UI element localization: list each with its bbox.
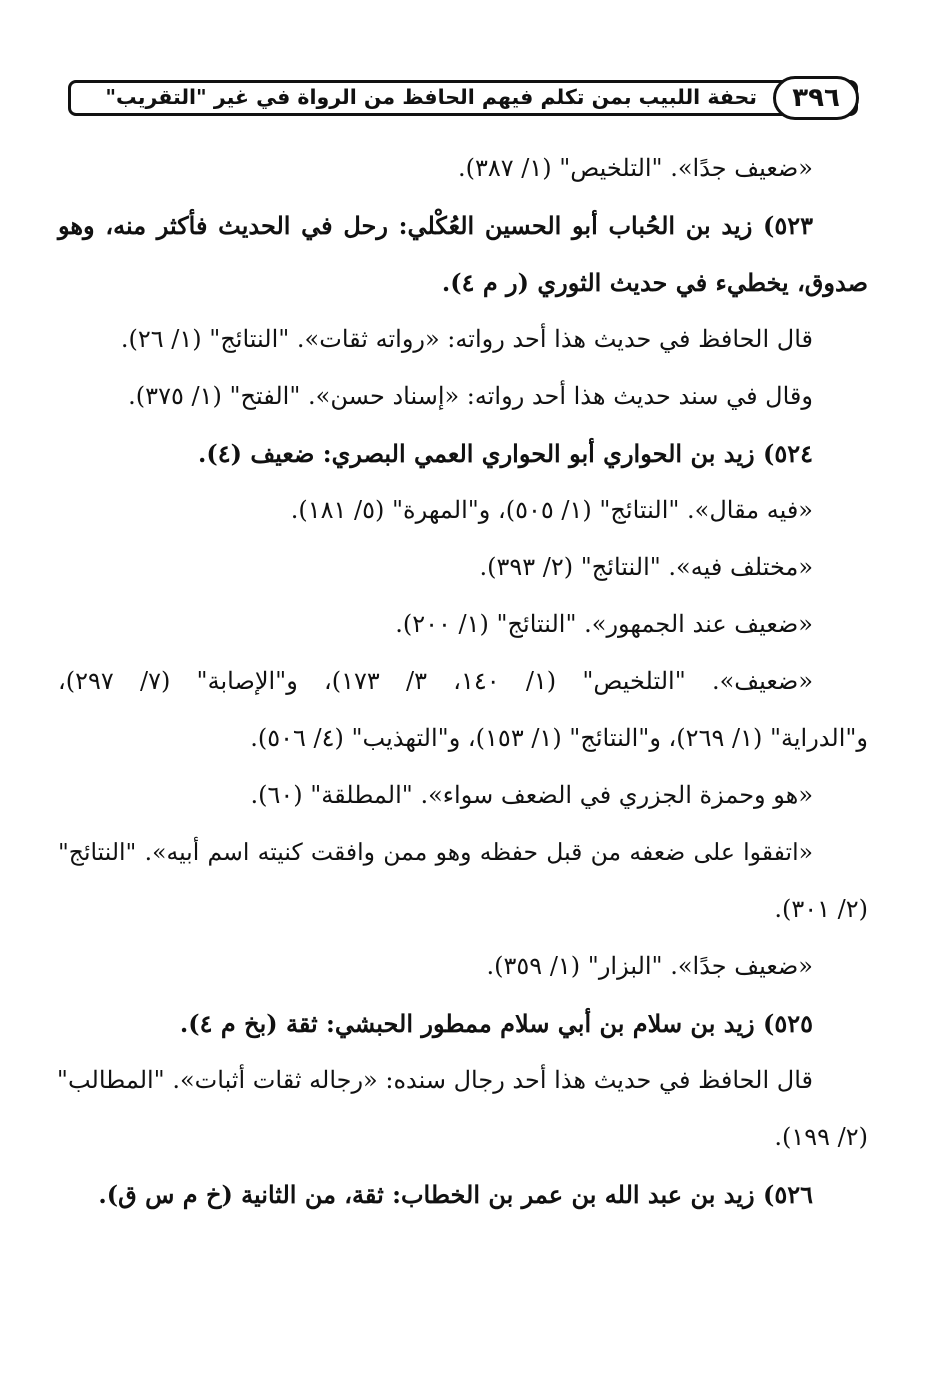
text-line: «هو وحمزة الجزري في الضعف سواء». "المطلقة" (٦٠). [250,781,813,809]
text-line: «ضعيف جدًا». "التلخيص" (١/ ٣٨٧). [457,154,813,182]
page-number: ٣٩٦ [773,76,859,120]
entry-524-line: ٥٢٤) زيد بن الحواري أبو الحواري العمي البصري: ضعيف (٤). [198,439,813,468]
page-body [58,140,868,1223]
running-title: تحفة اللبيب بمن تكلم فيهم الحافظ من الرواة في غير "التقريب" [105,85,757,109]
text-line: «فيه مقال». "النتائج" (١/ ٥٠٥)، و"المهرة" (٥/ ١٨١). [290,496,813,524]
text-line: صدوق، يخطيء في حديث الثوري (ر م ٤). [441,268,868,297]
entry-523-line: ٥٢٣) زيد بن الحُباب أبو الحسين العُكْلي: رحل في الحديث فأكثر منه، وهو [58,211,813,240]
text-line: و"الدراية" (١/ ٢٦٩)، و"النتائج" (١/ ١٥٣)، و"التهذيب" (٤/ ٥٠٦). [250,724,868,752]
entry-526-line: ٥٢٦) زيد بن عبد الله بن عمر بن الخطاب: ثقة، من الثانية (خ م س ق). [98,1180,813,1209]
text-line: «ضعيف عند الجمهور». "النتائج" (١/ ٢٠٠). [395,610,813,638]
page-header [68,80,858,116]
text-line: «ضعيف». "التلخيص" (١/ ١٤٠، ٣/ ١٧٣)، و"الإصابة" (٧/ ٢٩٧)، [58,667,813,695]
text-line: (٢/ ٣٠١). [774,895,868,923]
entry-525-line: ٥٢٥) زيد بن سلام بن أبي سلام ممطور الحبشي: ثقة (بخ م ٤). [179,1009,813,1038]
text-line: (٢/ ١٩٩). [774,1123,868,1151]
text-line: «مختلف فيه». "النتائج" (٢/ ٣٩٣). [479,553,813,581]
text-line: وقال في سند حديث هذا أحد رواته: «إسناد حسن». "الفتح" (١/ ٣٧٥). [128,382,813,410]
text-line: قال الحافظ في حديث هذا أحد رواته: «رواته ثقات». "النتائج" (١/ ٢٦). [120,325,813,353]
text-line: قال الحافظ في حديث هذا أحد رجال سنده: «رجاله ثقات أثبات». "المطالب" [56,1066,813,1094]
text-line: «اتفقوا على ضعفه من قبل حفظه وهو ممن وافقت كنيته اسم أبيه». "النتائج" [58,838,813,866]
text-line: «ضعيف جدًا». "البزار" (١/ ٣٥٩). [486,952,813,980]
